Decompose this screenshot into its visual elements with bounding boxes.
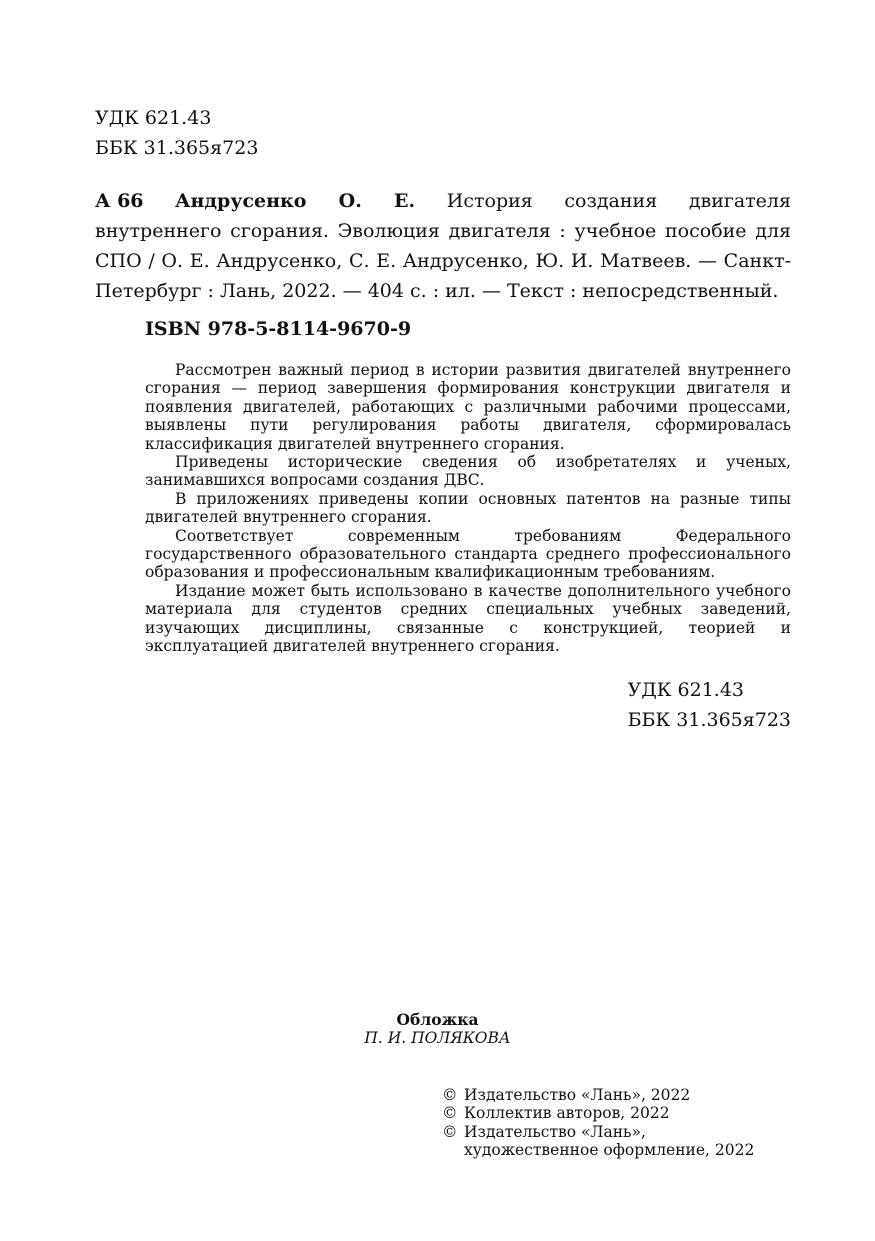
author-name: Андрусенко О. Е.: [175, 190, 416, 212]
classification-bottom: [628, 675, 791, 735]
cover-artist: П. И. ПОЛЯКОВА: [364, 1029, 511, 1047]
copyright-block: [442, 1086, 754, 1159]
cover-title: Обложка: [396, 1010, 479, 1029]
isbn: ISBN 978-5-8114-9670-9: [145, 318, 412, 340]
abstract-paragraph: Издание может быть использовано в качестве дополнительного учебного материала для студентов средних специальных учебных заведений, изучающих дисциплины, связанные с конструкцией, теорией и эксплуатацией двигателей внутреннего сгорания.: [145, 581, 791, 656]
copyright-continuation: художественное оформление, 2022: [464, 1140, 755, 1159]
abstract-paragraph: Соответствует современным требованиям Федерального государственного образовательного стандарта среднего профессионального образования и профессиональным квалификационным требованиям.: [145, 526, 791, 582]
bibliographic-description: [95, 186, 791, 306]
abstract-paragraph: В приложениях приведены копии основных патентов на разные типы двигателей внутреннего сгорания.: [145, 489, 791, 527]
abstract-paragraph: Рассмотрен важный период в истории развития двигателей внутреннего сгорания — период завершения формирования конструкции двигателя и появления двигателей, работающих с различными рабочими процессами, выявлены пути регулирования работы двигателя, сформировалась классификация двигателей внутреннего сгорания.: [145, 361, 791, 453]
abstract-paragraph: Приведены исторические сведения об изобретателях и ученых, занимавшихся вопросами создания ДВС.: [145, 453, 791, 490]
copyright-text: Коллектив авторов, 2022: [464, 1104, 670, 1123]
udk-code: УДК 621.43: [627, 679, 744, 701]
bbk-code: ББК 31.365я723: [95, 137, 259, 159]
author-mark: А 66: [95, 190, 144, 212]
cover-credit: [0, 1010, 875, 1048]
copyright-line: [442, 1086, 754, 1104]
bibliographic-entry: [95, 186, 791, 306]
copyright-text: Издательство «Лань», 2022: [464, 1086, 691, 1104]
abstract: [145, 361, 791, 656]
description-text: История создания двигателя внутреннего сгорания. Эволюция двигателя : учебное пособие для СПО / О. Е. Андрусенко, С. Е. Андрусенко, Ю. И. Матвеев. — Санкт-Петербург : Лань, 2022. — 404 с. : ил. — Текст : непосредственный.: [95, 190, 791, 302]
bbk-code: ББК 31.365я723: [627, 709, 791, 731]
copyright-line: [442, 1104, 754, 1122]
copyright-text: Издательство «Лань»,: [464, 1122, 646, 1141]
copyright-icon: ©: [442, 1122, 458, 1141]
copyright-icon: ©: [442, 1104, 458, 1123]
classification-top: [95, 103, 258, 163]
udk-code: УДК 621.43: [95, 107, 212, 129]
copyright-line: [442, 1123, 754, 1141]
copyright-icon: ©: [442, 1086, 458, 1104]
